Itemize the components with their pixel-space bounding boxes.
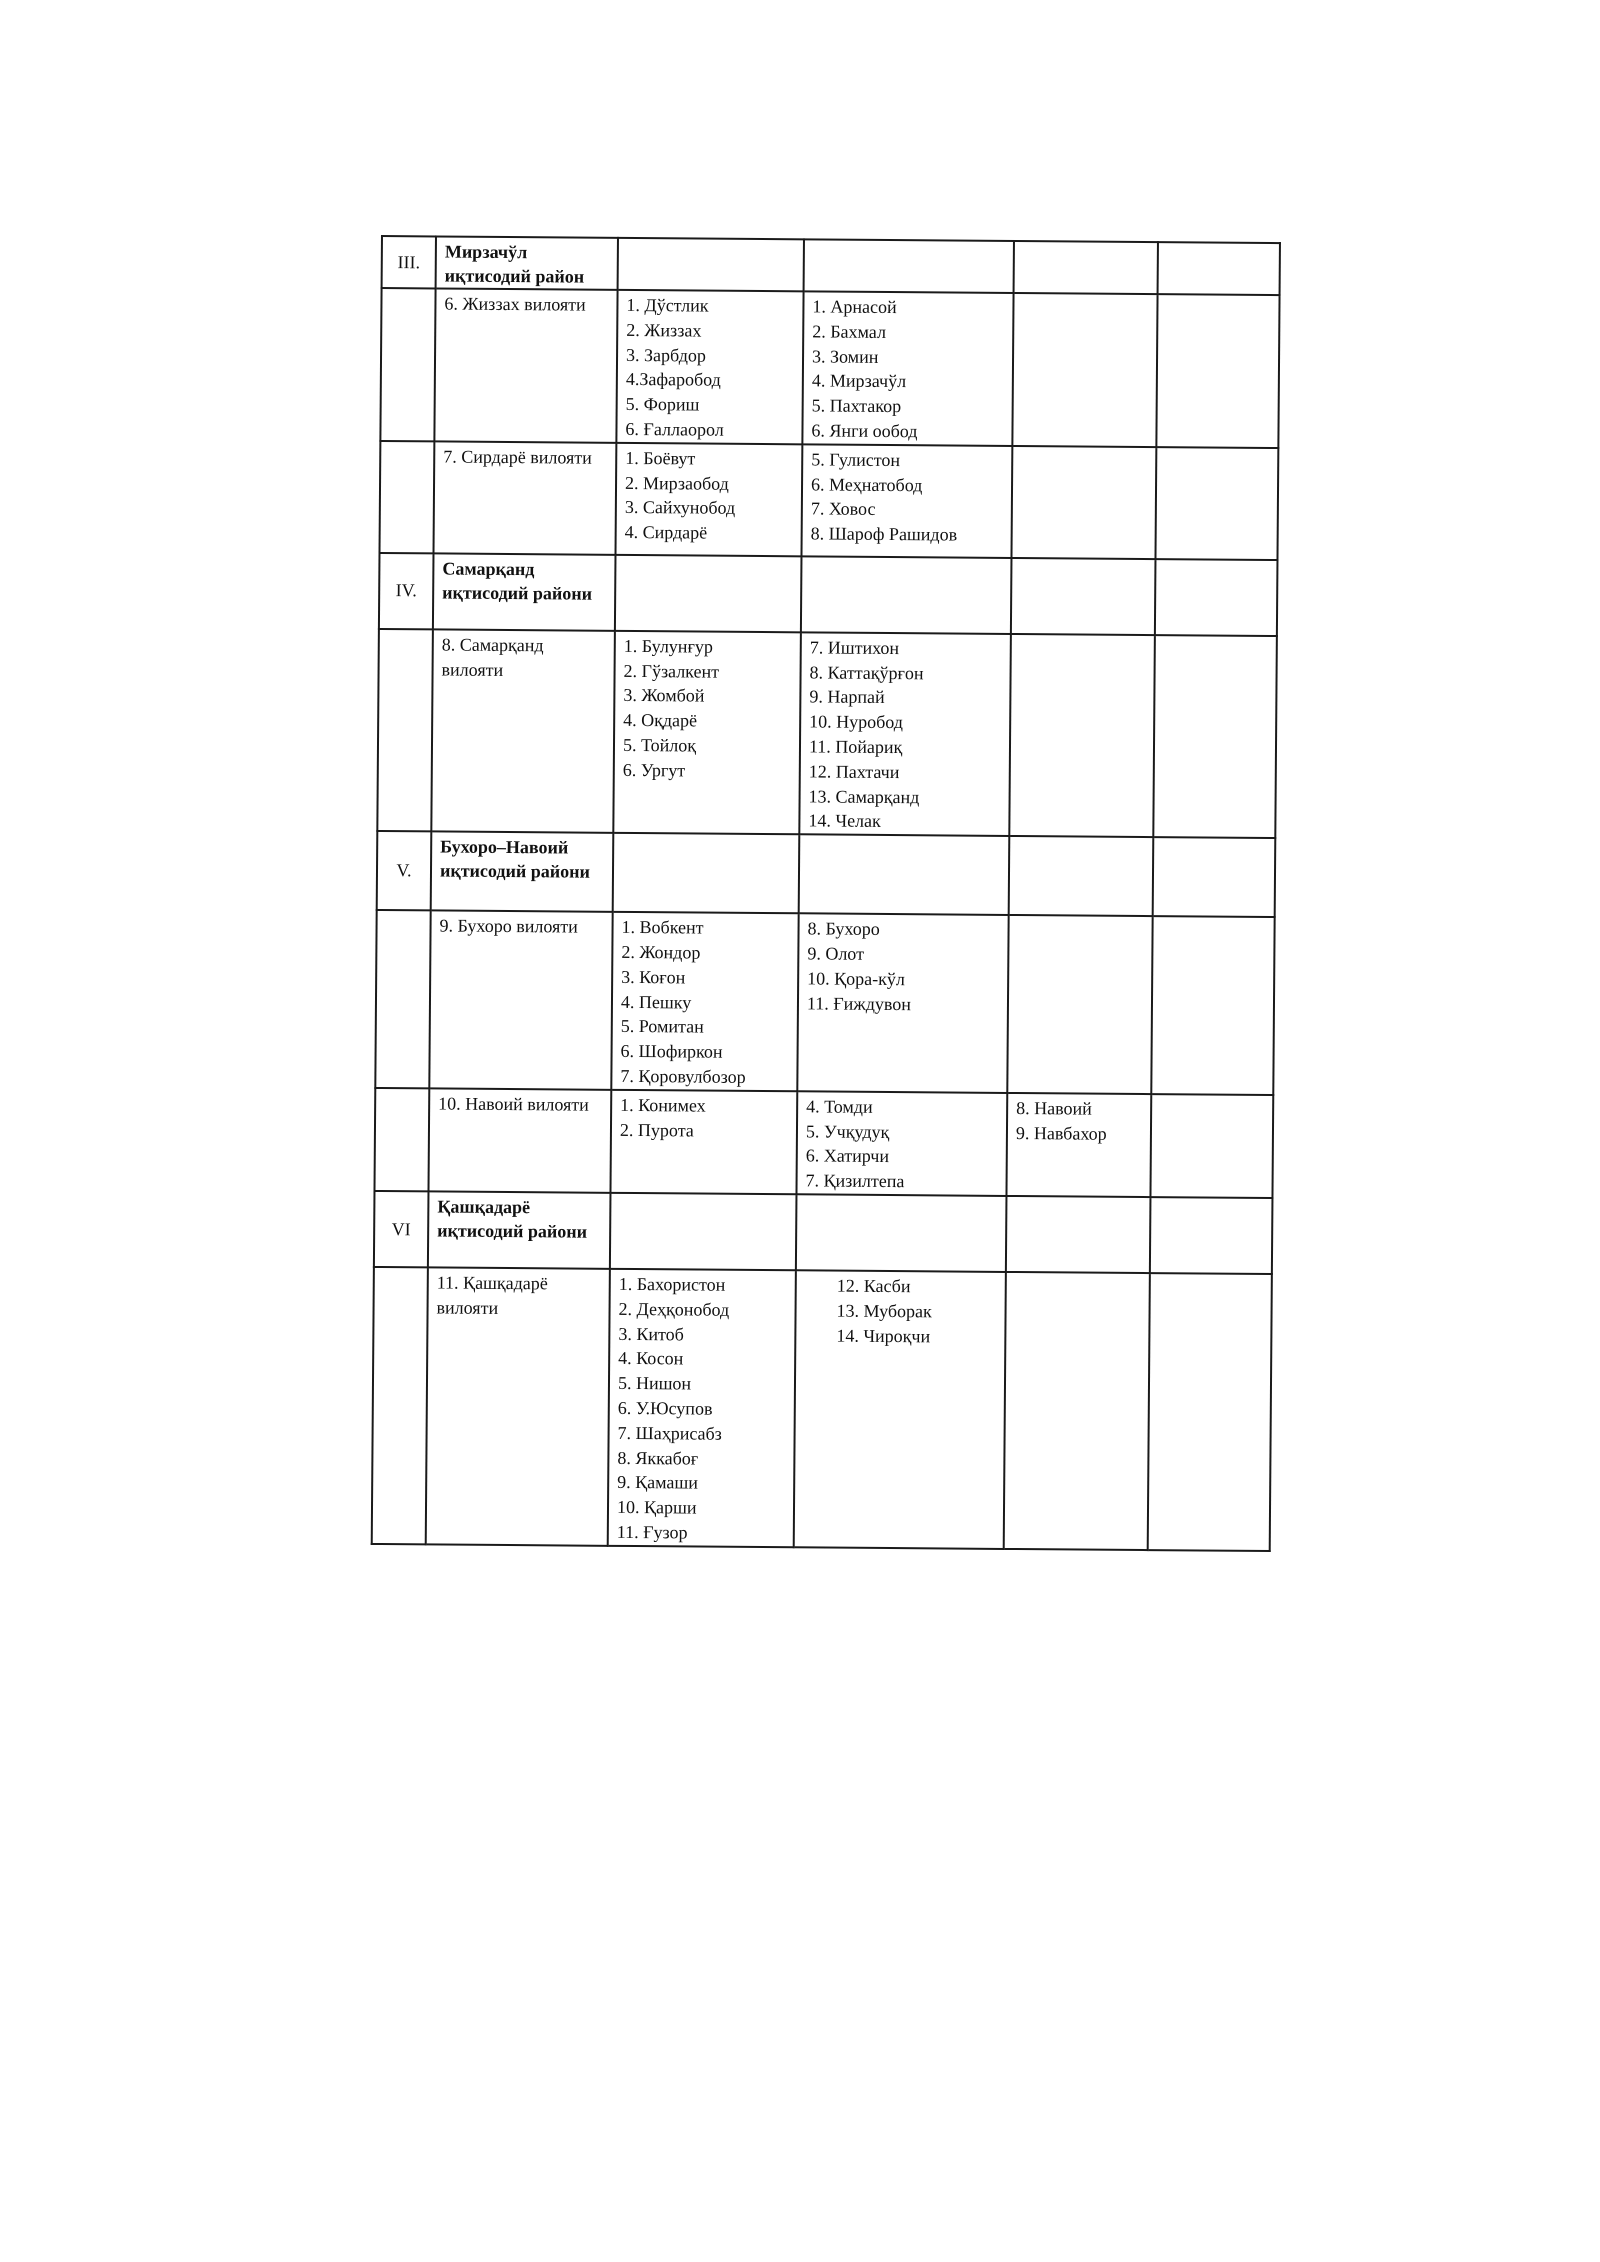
district-list-col2: [797, 913, 1008, 1092]
district-item: 6. Меҳнатобод: [810, 473, 923, 495]
district-item: 11. Ғиждувон: [806, 992, 912, 1014]
district-item: 1. Булунғур: [623, 635, 713, 657]
district-item: 8. Яккабоғ: [617, 1447, 699, 1469]
empty-cell: [1012, 293, 1157, 447]
district-item: 5. Тойлоқ: [622, 734, 697, 756]
district-item: 1. Дўстлик: [626, 294, 709, 316]
district-item: 13. Муборак: [836, 1300, 932, 1322]
district-item: 10. Қора-кўл: [807, 968, 905, 989]
empty-cell: [1151, 916, 1274, 1095]
district-item: 2. Жиззах: [626, 319, 702, 341]
empty-cell: [610, 1193, 797, 1270]
empty-cell: [374, 1088, 429, 1192]
district-item: 8. Каттақўрғон: [809, 661, 924, 683]
region-row-sirdarya: [380, 441, 1279, 560]
district-item: 2. Мирзаобод: [624, 472, 729, 494]
region-name: 8. Самарқанд вилояти: [431, 629, 615, 833]
district-item: 7. Иштихон: [809, 637, 900, 658]
district-item: 6. У.Юсупов: [617, 1397, 713, 1419]
district-item: 2. Жондор: [621, 941, 701, 963]
district-item: 6. Ғаллаорол: [625, 418, 724, 440]
region-row-jizzakh: [380, 288, 1279, 448]
district-item: 1. Вобкент: [621, 917, 704, 938]
district-list-col2: [801, 444, 1012, 558]
district-item: 10. Қарши: [616, 1496, 697, 1518]
district-item: 6. Янги ообод: [811, 420, 918, 442]
district-item: 5. Фориш: [625, 394, 700, 415]
district-item: 2. Деҳқонобод: [618, 1298, 730, 1320]
empty-cell: [377, 629, 433, 832]
region-row-navoi: [374, 1088, 1273, 1198]
section-numeral: VI: [374, 1191, 429, 1267]
empty-cell: [375, 910, 430, 1088]
empty-cell: [1155, 559, 1278, 636]
section-row-mirzachul: [382, 236, 1280, 295]
section-title: Самарқанд иқтисодий райони: [433, 553, 616, 630]
empty-cell: [1156, 294, 1279, 448]
empty-cell: [1011, 558, 1156, 635]
empty-cell: [796, 1194, 1007, 1272]
district-item: 7. Қоровулбозор: [620, 1065, 746, 1087]
table-body: [372, 236, 1280, 1551]
empty-cell: [1014, 241, 1158, 294]
district-item: 7. Шаҳрисабз: [617, 1422, 722, 1444]
district-item: 12. Пахтачи: [808, 761, 900, 782]
empty-cell: [1009, 634, 1155, 837]
region-name: 11. Қашқадарё вилояти: [426, 1267, 610, 1545]
district-item: 3. Зарбдор: [625, 344, 707, 366]
district-list-col2: [796, 1091, 1007, 1196]
district-list-col2: [799, 632, 1011, 836]
district-item: 8. Навоий: [1016, 1097, 1092, 1119]
district-list-col1: [613, 631, 801, 835]
district-item: 5. Гулистон: [811, 449, 901, 470]
district-list-col2: [802, 291, 1013, 445]
district-item: 5. Нишон: [617, 1373, 692, 1394]
district-item: 10. Нуробод: [809, 711, 904, 733]
region-name: 7. Сирдарё вилояти: [434, 441, 617, 554]
district-item: 8. Бухоро: [807, 918, 880, 940]
empty-cell: [1158, 242, 1280, 295]
district-item: 8. Шароф Рашидов: [810, 523, 958, 545]
empty-cell: [618, 238, 804, 291]
district-item: 6. Ургут: [622, 759, 686, 781]
empty-cell: [1009, 836, 1154, 916]
district-list-col1: [608, 1269, 796, 1547]
district-list-col1: [616, 290, 803, 444]
district-item: 5. Учқудуқ: [805, 1120, 890, 1142]
section-numeral: III.: [382, 236, 436, 288]
section-title: Қашқадарё иқтисодий райони: [428, 1191, 611, 1268]
district-item: 3. Китоб: [618, 1323, 684, 1344]
empty-cell: [1006, 1196, 1151, 1273]
section-row-samarkand: [379, 553, 1278, 636]
empty-cell: [1148, 1273, 1272, 1551]
district-item: 4. Мирзачўл: [811, 370, 907, 392]
district-item: 4. Пешку: [620, 991, 692, 1013]
district-item: 5. Пахтакор: [811, 395, 902, 417]
district-item: 13. Самарқанд: [808, 785, 920, 807]
district-list-col1: [610, 1090, 797, 1195]
district-item: 5. Ромитан: [620, 1016, 704, 1037]
region-row-bukhara: [375, 910, 1274, 1095]
district-item: 1. Бахористон: [618, 1273, 726, 1295]
section-row-kashkadarya: [374, 1191, 1273, 1274]
district-item: 9. Нарпай: [809, 686, 885, 708]
district-item: 7. Қизилтепа: [805, 1170, 905, 1192]
district-list-col3: [1006, 1093, 1151, 1197]
district-list-col1: [615, 443, 802, 556]
section-numeral: IV.: [379, 553, 434, 629]
district-list-col1: [611, 912, 798, 1091]
district-item: 4. Оқдарё: [623, 710, 698, 731]
empty-cell: [1153, 837, 1276, 917]
empty-cell: [1011, 446, 1156, 559]
empty-cell: [613, 833, 800, 913]
district-item: 3. Коғон: [621, 966, 686, 988]
district-item: 4. Косон: [618, 1348, 684, 1369]
district-item: 6. Хатирчи: [805, 1145, 890, 1167]
district-item: 2. Пурота: [619, 1119, 694, 1141]
empty-cell: [372, 1267, 428, 1544]
district-item: 9. Қамаши: [617, 1472, 699, 1493]
empty-cell: [1155, 447, 1278, 560]
district-item: 12. Касби: [836, 1275, 911, 1297]
district-item: 1. Боёвут: [625, 447, 696, 469]
district-item: 1. Конимех: [620, 1094, 706, 1116]
district-item: 2. Гўзалкент: [623, 660, 720, 682]
district-item: 3. Зомин: [811, 345, 879, 367]
district-item: 1. Арнасой: [812, 296, 897, 318]
region-name: 10. Навоий вилояти: [428, 1088, 611, 1193]
section-title: Мирзачўл иқтисодий район: [436, 236, 618, 289]
empty-cell: [380, 441, 435, 553]
empty-cell: [1153, 635, 1277, 838]
district-item: 9. Навбахор: [1015, 1122, 1107, 1144]
district-item: 7. Ховос: [810, 498, 876, 520]
empty-cell: [615, 555, 802, 632]
district-item: 2. Бахмал: [812, 321, 887, 342]
districts-table: [371, 235, 1281, 1552]
region-row-kashkadarya: [372, 1267, 1272, 1551]
region-name: 6. Жиззах вилояти: [434, 288, 617, 442]
district-item: 6. Шофиркон: [620, 1041, 723, 1062]
section-title: Бухоро–Навоий иқтисодий райони: [431, 832, 614, 912]
empty-cell: [1150, 1094, 1273, 1198]
region-row-samarkand: [377, 629, 1277, 838]
district-item: 11. Пойариқ: [808, 736, 903, 758]
empty-cell: [1150, 1197, 1273, 1274]
region-name: 9. Бухоро вилояти: [429, 911, 612, 1090]
section-row-bukhara-navoi: [377, 831, 1276, 917]
empty-cell: [804, 239, 1014, 293]
district-item: 4. Сирдарё: [624, 522, 708, 543]
district-list-col2: [794, 1270, 1006, 1548]
empty-cell: [801, 556, 1012, 634]
district-item: 3. Жомбой: [623, 685, 705, 706]
district-item: 4. Томди: [806, 1096, 873, 1117]
district-item: 9. Олот: [807, 943, 865, 964]
empty-cell: [1004, 1272, 1150, 1550]
empty-cell: [799, 834, 1010, 915]
district-item: 11. Ғузор: [616, 1521, 688, 1543]
district-item: 14. Чироқчи: [836, 1325, 931, 1346]
section-numeral: V.: [377, 831, 432, 910]
district-item: 14. Челак: [808, 810, 881, 832]
district-item: 3. Сайхунобод: [624, 497, 736, 519]
empty-cell: [380, 288, 435, 441]
empty-cell: [1007, 915, 1152, 1094]
district-item: 4.Зафаробод: [625, 369, 721, 391]
